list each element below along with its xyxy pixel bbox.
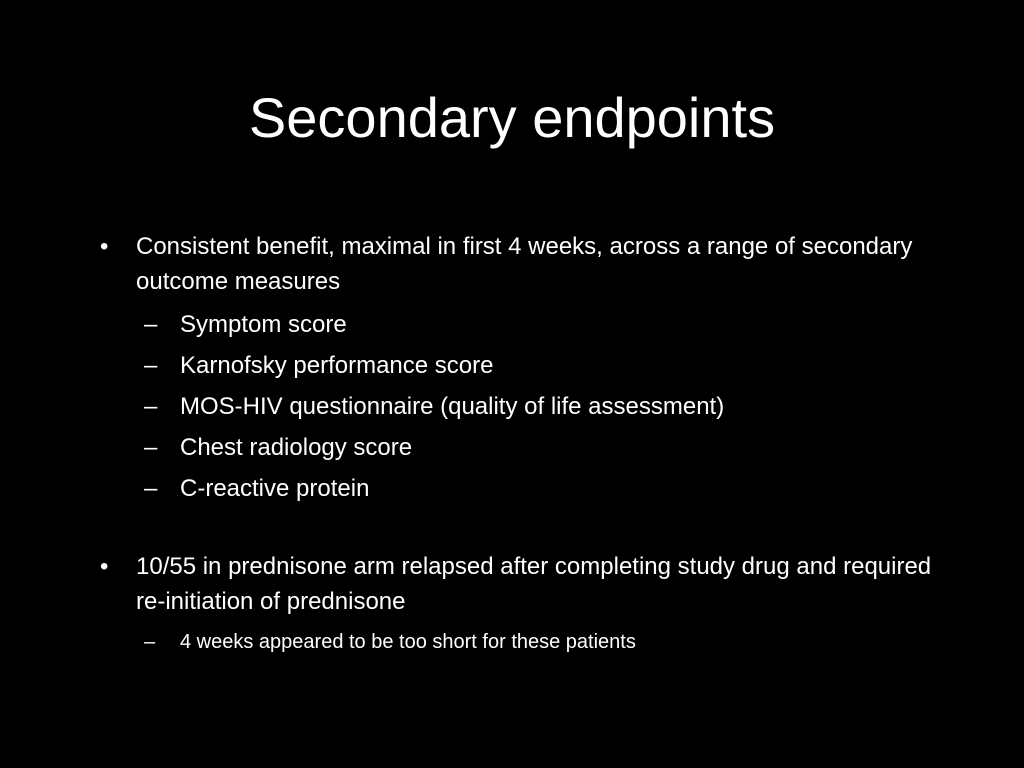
bullet-item [100, 229, 950, 509]
bullet-marker: • [100, 553, 109, 580]
sub-list [136, 624, 950, 661]
sub-list [136, 304, 950, 509]
sub-marker: – [144, 393, 158, 420]
slide-body [100, 229, 950, 661]
bullet-text: 10/55 in prednisone arm relapsed after completing study drug and required re-initiation of prednisone [136, 553, 932, 615]
spacer [100, 509, 950, 549]
bullet-marker: • [100, 233, 109, 260]
sub-item [136, 386, 950, 427]
slide-title: Secondary endpoints [248, 86, 776, 149]
sub-marker: – [144, 475, 158, 502]
sub-item [136, 468, 950, 509]
sub-item-text: 4 weeks appeared to be too short for these patients [180, 631, 636, 653]
sub-marker: – [144, 311, 158, 338]
bullet-text: Consistent benefit, maximal in first 4 weeks, across a range of secondary outcome measures [136, 233, 913, 295]
sub-marker: – [144, 434, 158, 461]
sub-item [136, 427, 950, 468]
bullet-item [100, 549, 950, 661]
sub-item-text: Symptom score [180, 311, 347, 338]
sub-item [136, 304, 950, 345]
sub-item [136, 624, 950, 661]
sub-marker: – [144, 631, 156, 653]
sub-item [136, 345, 950, 386]
sub-item-text: C-reactive protein [180, 475, 370, 502]
sub-item-text: Karnofsky performance score [180, 352, 494, 379]
sub-marker: – [144, 352, 158, 379]
sub-item-text: MOS-HIV questionnaire (quality of life assessment) [180, 393, 725, 420]
sub-item-text: Chest radiology score [180, 434, 413, 461]
